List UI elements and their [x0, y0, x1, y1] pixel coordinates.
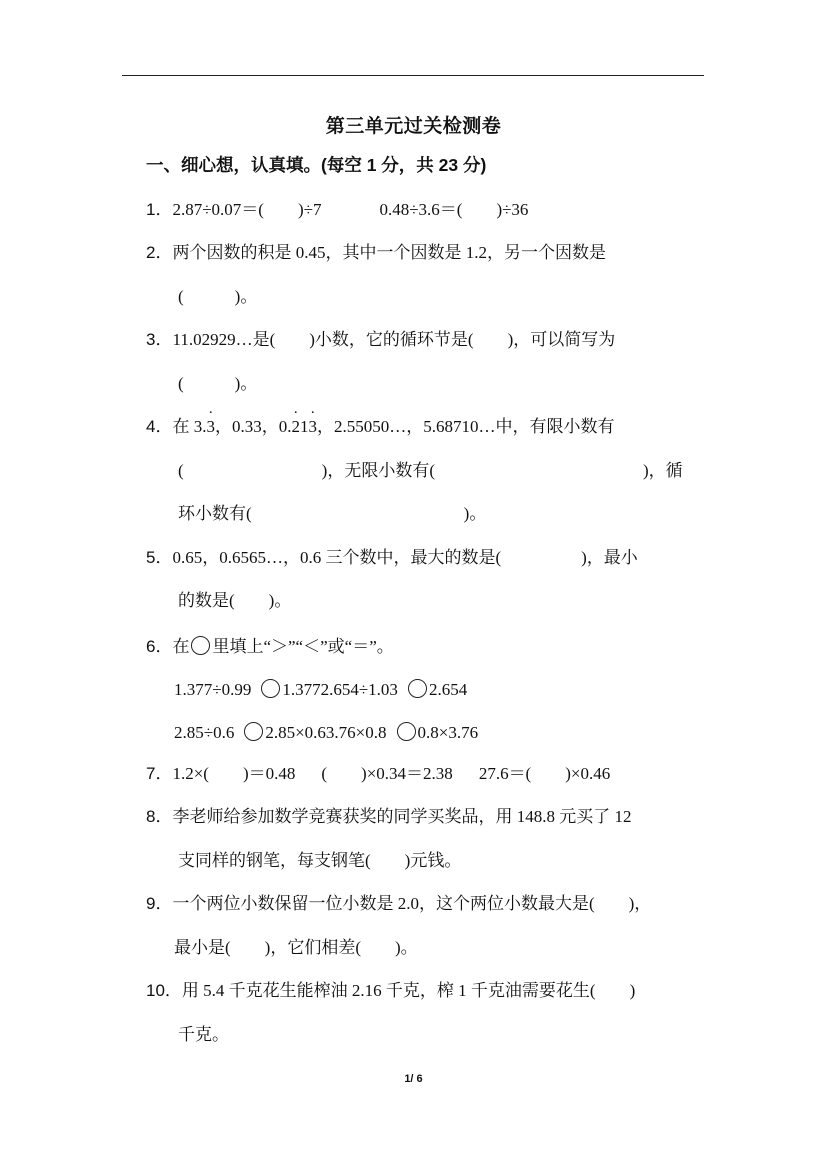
question-4 — [146, 418, 614, 435]
question-6 — [146, 636, 394, 655]
question-9 — [146, 895, 651, 912]
q8-line-1: 李老师给参加数学竞赛获奖的同学买奖品，用 148.8 元买了 12 — [172, 807, 632, 826]
q9-line-2: 最小是( )，它们相差( )。 — [174, 938, 418, 957]
expression: 2.85×0.63.76×0.8 — [265, 723, 387, 742]
q6-row-1 — [174, 679, 467, 698]
answer-circle-icon[interactable] — [408, 679, 427, 698]
q10-line-2: 千克。 — [178, 1025, 229, 1044]
question-number: 9． — [146, 894, 173, 913]
expression: 1.377÷0.99 — [174, 680, 252, 699]
answer-circle-icon[interactable] — [397, 722, 416, 741]
q7-part-b: ( )×0.34＝2.38 — [321, 764, 453, 783]
q6-row-2 — [174, 722, 478, 741]
question-number: 4． — [146, 417, 173, 436]
q5-text: )，最小 — [581, 548, 638, 567]
expression: 1.3772.654÷1.03 — [282, 680, 398, 699]
q7-part-c: 27.6＝( )×0.46 — [478, 764, 611, 783]
q8-line-2: 支同样的钢笔，每支钢笔( )元钱。 — [178, 851, 462, 870]
question-3 — [146, 331, 615, 348]
q3-line-2: ( )。 — [178, 374, 258, 393]
answer-circle-icon[interactable] — [244, 722, 263, 741]
q5-line-2: 的数是( )。 — [178, 591, 292, 610]
q3-line-1: 11.02929…是( )小数，它的循环节是( )，可以简写为 — [172, 330, 616, 349]
question-number: 8． — [146, 807, 173, 826]
question-7 — [146, 765, 610, 782]
q1-part-a: 2.87÷0.07＝( )÷7 — [172, 200, 322, 219]
question-number: 6． — [146, 637, 173, 656]
q7-part-a: 1.2×( )＝0.48 — [172, 764, 296, 783]
question-number: 10． — [146, 981, 182, 1000]
question-2 — [146, 244, 606, 261]
expression: 2.654 — [428, 680, 468, 699]
q4-text: 1 — [299, 417, 309, 436]
question-1 — [146, 201, 528, 218]
q5-text: 0.65，0.6565…，0.6 三个数中，最大的数是( — [172, 548, 502, 567]
question-number: 3． — [146, 330, 173, 349]
q4-text: )，循 — [643, 461, 683, 480]
question-10 — [146, 982, 635, 999]
repeating-digit: 2 · — [291, 417, 300, 436]
q4-text: 环小数有( — [178, 504, 252, 523]
q6-text: 在 — [172, 637, 190, 656]
q4-text: ，0.33，0. — [214, 417, 292, 436]
expression: 0.8×3.76 — [417, 723, 479, 742]
repeating-digit: 3 · — [308, 417, 317, 436]
q4-blank-open: ( — [178, 461, 184, 480]
page-title: 第三单元过关检测卷 — [325, 116, 502, 137]
q2-line-2: ( )。 — [178, 287, 258, 306]
expression: 2.85÷0.6 — [174, 723, 235, 742]
q4-text: )，无限小数有( — [321, 461, 435, 480]
question-8 — [146, 808, 631, 825]
repeating-digit: 3 · — [206, 417, 215, 436]
page-number: 1/ 6 — [404, 1073, 423, 1085]
header-rule — [122, 75, 704, 76]
q9-line-1: 一个两位小数保留一位小数是 2.0，这个两位小数最大是( )， — [172, 894, 652, 913]
q2-line-1: 两个因数的积是 0.45，其中一个因数是 1.2，另一个因数是 — [172, 243, 606, 262]
q4-text: 在 3. — [172, 417, 207, 436]
q4-line-2 — [178, 462, 683, 479]
question-5 — [146, 549, 638, 566]
q6-text: 里填上“＞”“＜”或“＝”。 — [212, 637, 394, 656]
q1-part-b: 0.48÷3.6＝( )÷36 — [379, 200, 529, 219]
question-number: 1． — [146, 200, 173, 219]
q10-line-1: 用 5.4 千克花生能榨油 2.16 千克，榨 1 千克油需要花生( ) — [181, 981, 636, 1000]
question-number: 7． — [146, 764, 173, 783]
q4-text: )。 — [463, 504, 487, 523]
q4-line-3 — [178, 505, 486, 522]
answer-circle-icon[interactable] — [261, 679, 280, 698]
section-heading: 一、细心想，认真填。(每空 1 分，共 23 分) — [146, 155, 487, 175]
question-number: 2． — [146, 243, 173, 262]
question-number: 5． — [146, 548, 173, 567]
q4-text: ，2.55050…，5.68710…中，有限小数有 — [316, 417, 615, 436]
compare-circle-icon — [191, 636, 210, 655]
